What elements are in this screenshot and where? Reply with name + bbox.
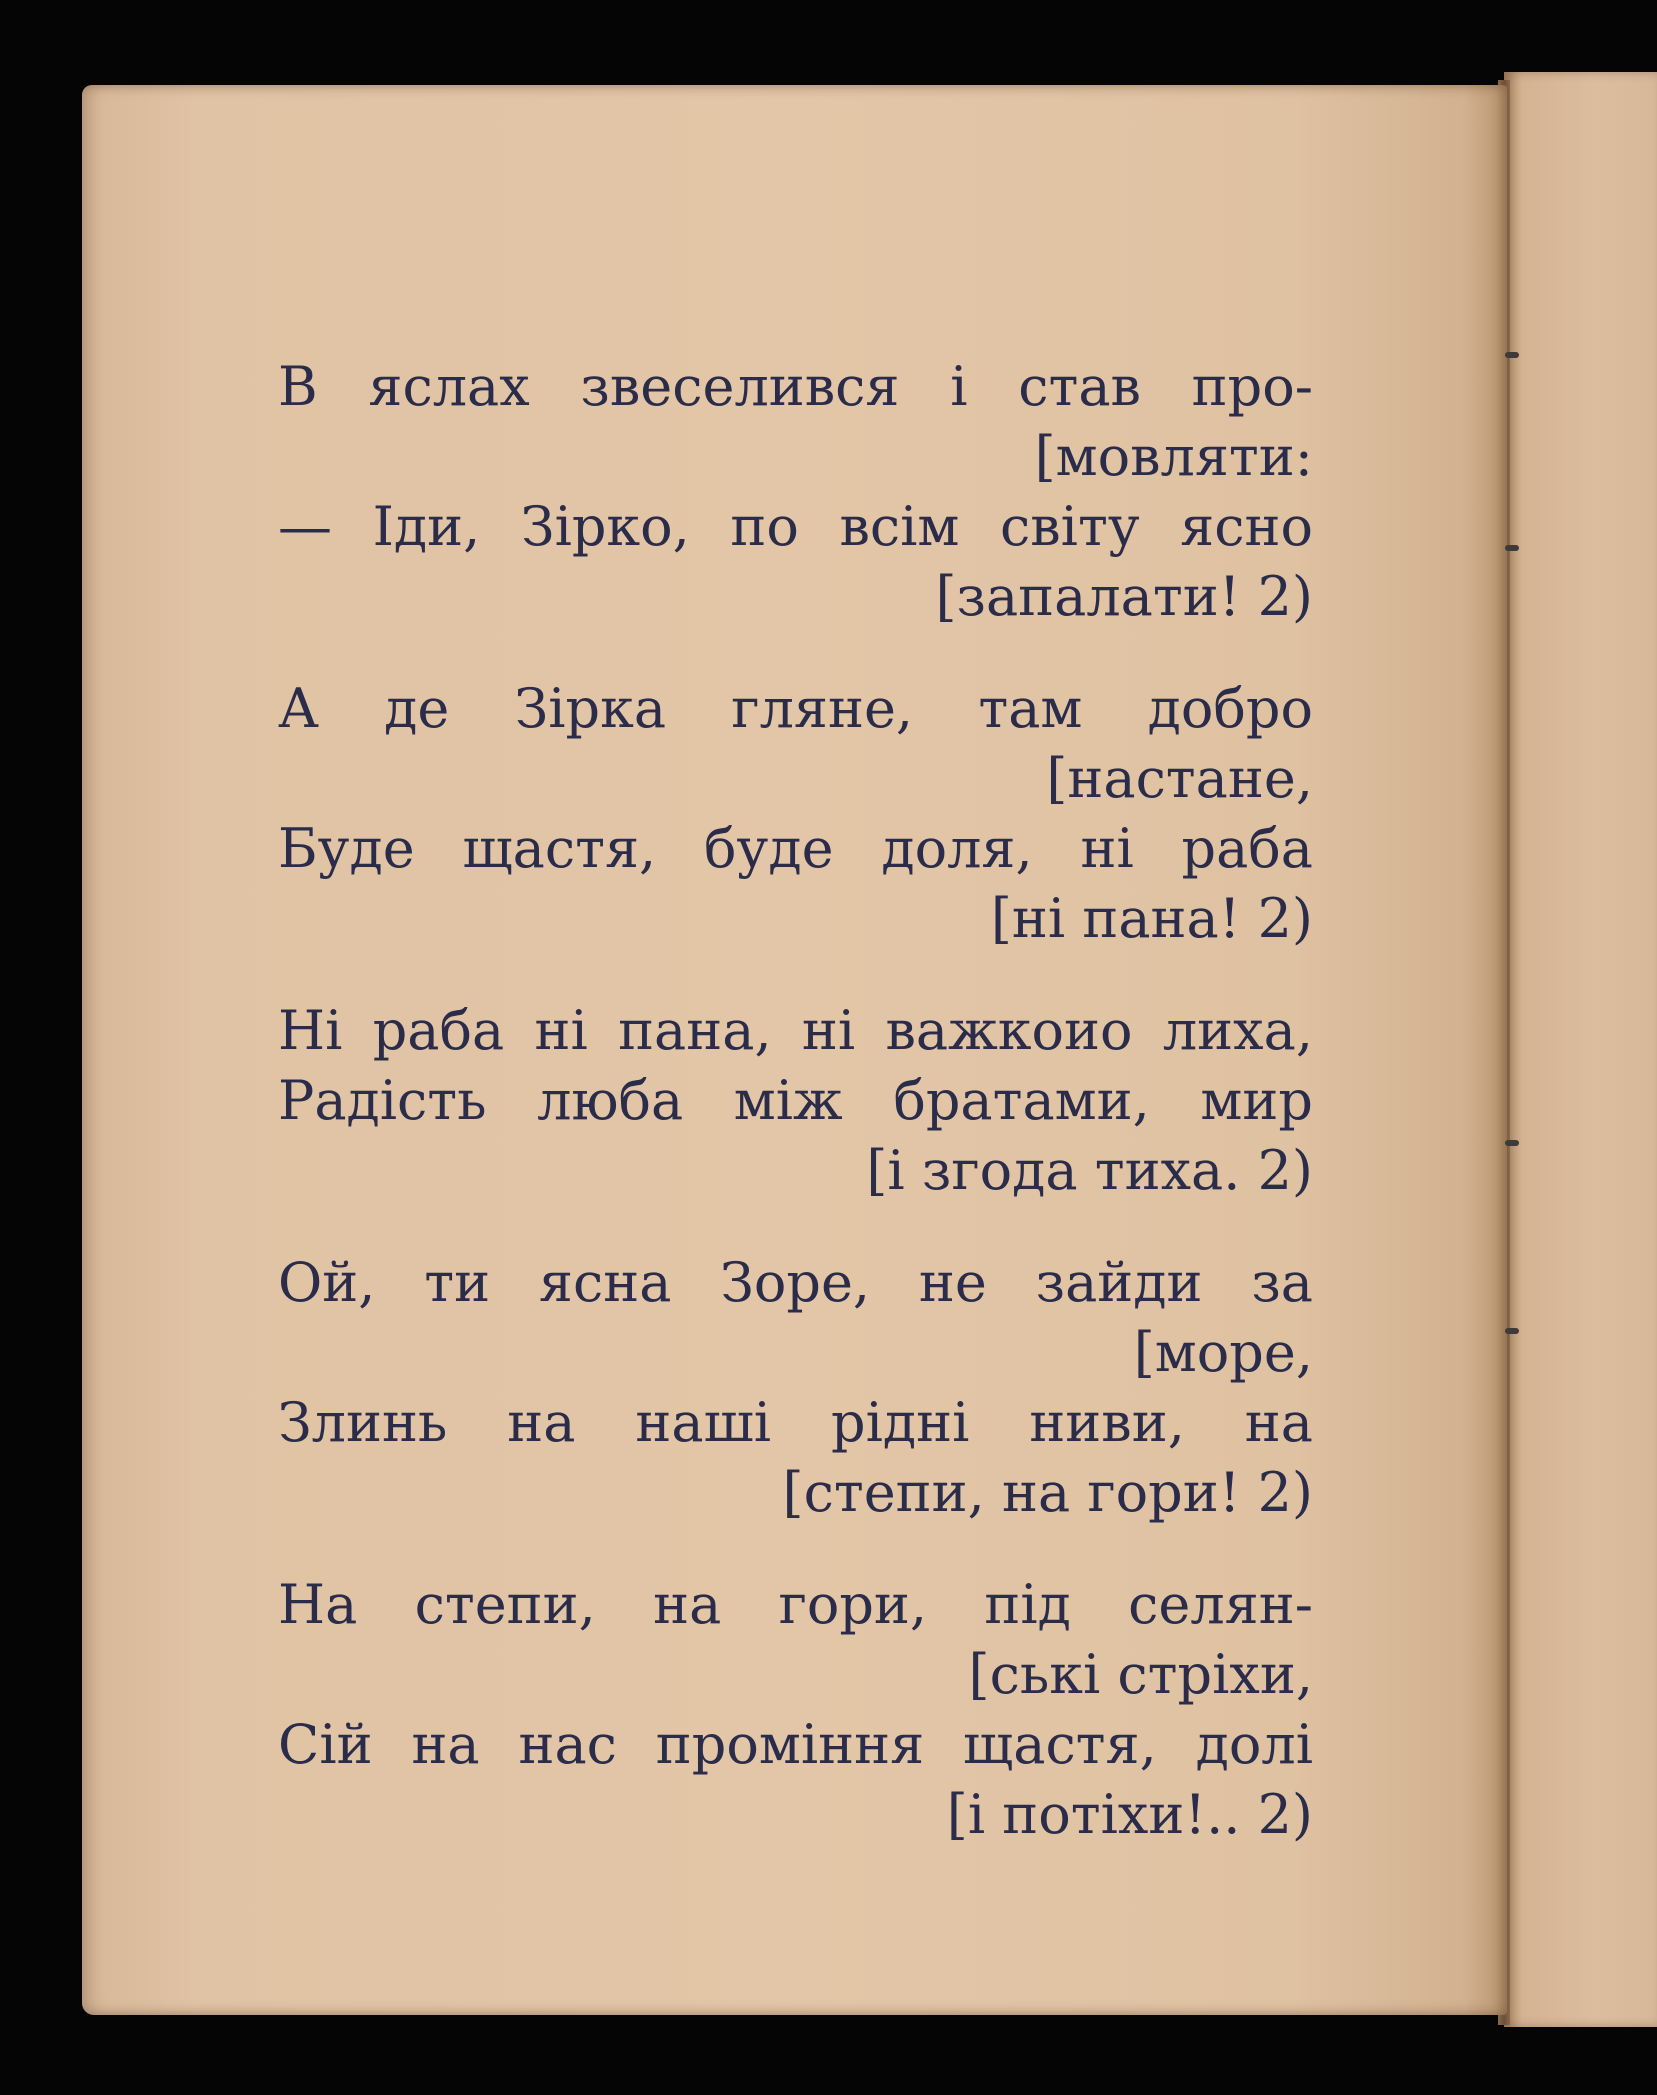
poem-line: Сій на нас проміння щастя, долі [278, 1713, 1313, 1776]
poem-line-continuation: [настане, [1046, 747, 1313, 810]
poem-stanza [278, 674, 1313, 954]
poem-line-continuation: [і потіхи!.. 2) [946, 1783, 1313, 1846]
poem-line-continuation: [ні пана! 2) [990, 887, 1313, 950]
poem-line: Ні раба ні пана, ні важкоио лиха, [278, 999, 1313, 1062]
poem-line: — Іди, Зірко, по всім світу ясно [278, 495, 1313, 558]
poem-stanza [278, 996, 1313, 1206]
poem-line-continuation: [і згода тиха. 2) [866, 1139, 1313, 1202]
poem-line: В яслах звеселився і став про- [278, 355, 1313, 418]
binding-staple-mark [1505, 1140, 1519, 1146]
poem-line: Буде щастя, буде доля, ні раба [278, 817, 1313, 880]
poem-line: Злинь на наші рідні ниви, на [278, 1391, 1313, 1454]
poem-line-continuation: [степи, на гори! 2) [782, 1461, 1313, 1524]
poem-line-continuation: [ські стріхи, [968, 1643, 1313, 1706]
poem-line: Ой, ти ясна Зоре, не зайди за [278, 1251, 1313, 1314]
poem-line: А де Зірка гляне, там добро [278, 677, 1313, 740]
binding-staple-mark [1505, 545, 1519, 551]
poem-line: На степи, на гори, під селян- [278, 1573, 1313, 1636]
poem-text [278, 352, 1313, 1892]
poem-line-continuation: [запалати! 2) [935, 565, 1313, 628]
poem-line-continuation: [море, [1133, 1321, 1313, 1384]
poem-line: Радість люба між братами, мир [278, 1069, 1313, 1132]
poem-line-continuation: [мовляти: [1034, 425, 1313, 488]
poem-stanza [278, 352, 1313, 632]
poem-stanza [278, 1248, 1313, 1528]
facing-page [1504, 72, 1657, 2027]
poem-stanza [278, 1570, 1313, 1850]
binding-staple-mark [1505, 352, 1519, 358]
binding-staple-mark [1505, 1328, 1519, 1334]
